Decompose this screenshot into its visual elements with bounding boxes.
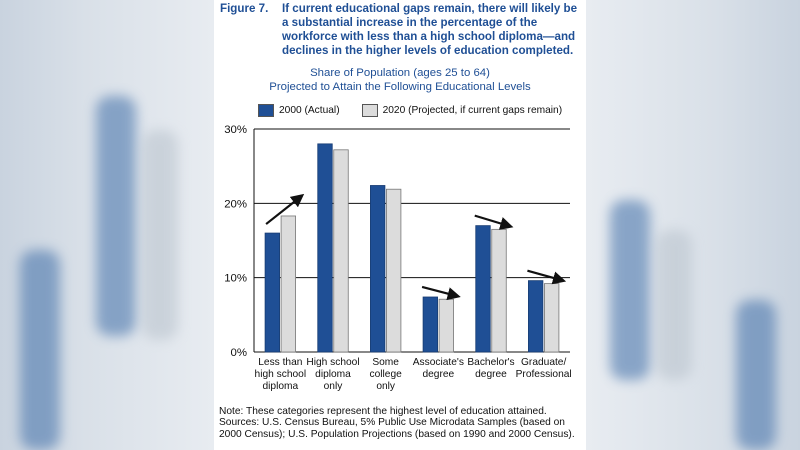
figure-caption: If current educational gaps remain, there will likely be a substantial increase in the percentage of the workforce with less than a high school diploma—and declines in the higher levels of education completed. — [282, 2, 578, 57]
background-blur — [142, 130, 178, 340]
chart-legend — [258, 104, 584, 117]
background-blur — [610, 200, 650, 380]
chart-notes — [219, 406, 585, 440]
x-tick-label: High school diploma only — [306, 357, 360, 392]
figure-title — [220, 2, 582, 58]
background-blur — [96, 96, 136, 336]
x-tick-label: Bachelor's degree — [467, 357, 515, 380]
trend-arrow-down — [422, 287, 458, 296]
y-tick-label: 0% — [230, 347, 247, 359]
bar-actual — [265, 233, 279, 352]
bar-projected — [492, 229, 507, 352]
background-blur — [736, 300, 776, 450]
trend-arrow-down — [475, 216, 511, 227]
legend-item-projected — [362, 104, 563, 117]
bar-projected — [281, 216, 296, 352]
legend-swatch-actual — [258, 104, 274, 117]
bar-projected — [334, 150, 349, 352]
bar-actual — [370, 185, 385, 352]
y-tick-label: 20% — [224, 198, 247, 211]
bar-chart — [214, 118, 586, 400]
bar-actual — [528, 281, 543, 352]
legend-label-projected: 2020 (Projected, if current gaps remain) — [382, 105, 563, 116]
bar-projected — [439, 299, 454, 352]
bar-projected — [386, 189, 401, 352]
background-blur — [20, 250, 60, 450]
figure-panel — [214, 0, 586, 450]
y-tick-label: 10% — [224, 272, 247, 285]
background-blur — [656, 230, 692, 380]
bar-actual — [423, 297, 438, 352]
legend-item-actual — [258, 104, 340, 117]
trend-arrow-down — [527, 271, 563, 281]
y-tick-label: 30% — [224, 124, 247, 136]
background-right — [586, 0, 800, 450]
bar-projected — [544, 284, 559, 352]
x-tick-label: Graduate/ Professional — [515, 357, 572, 380]
x-tick-label: Some college only — [369, 357, 402, 392]
figure-label: Figure 7. — [220, 2, 269, 15]
chart-title: Share of Population (ages 25 to 64) — [310, 67, 490, 79]
x-tick-label: Associate's degree — [412, 357, 464, 380]
chart-subtitle: Projected to Attain the Following Educational Levels — [269, 81, 531, 93]
x-tick-label: Less than high school diploma — [254, 357, 307, 392]
legend-label-actual: 2000 (Actual) — [279, 105, 340, 116]
sources-text: Sources: U.S. Census Bureau, 5% Public Use Microdata Samples (based on 2000 Census); U.S. Population Projections (based on 1990 and 2000 Census). — [219, 417, 575, 440]
bar-actual — [318, 144, 333, 352]
note-text: Note: These categories represent the highest level of education attained. — [219, 406, 547, 417]
legend-swatch-projected — [362, 104, 378, 117]
background-left — [0, 0, 214, 450]
chart-title-block — [214, 66, 586, 94]
bar-actual — [476, 226, 491, 352]
